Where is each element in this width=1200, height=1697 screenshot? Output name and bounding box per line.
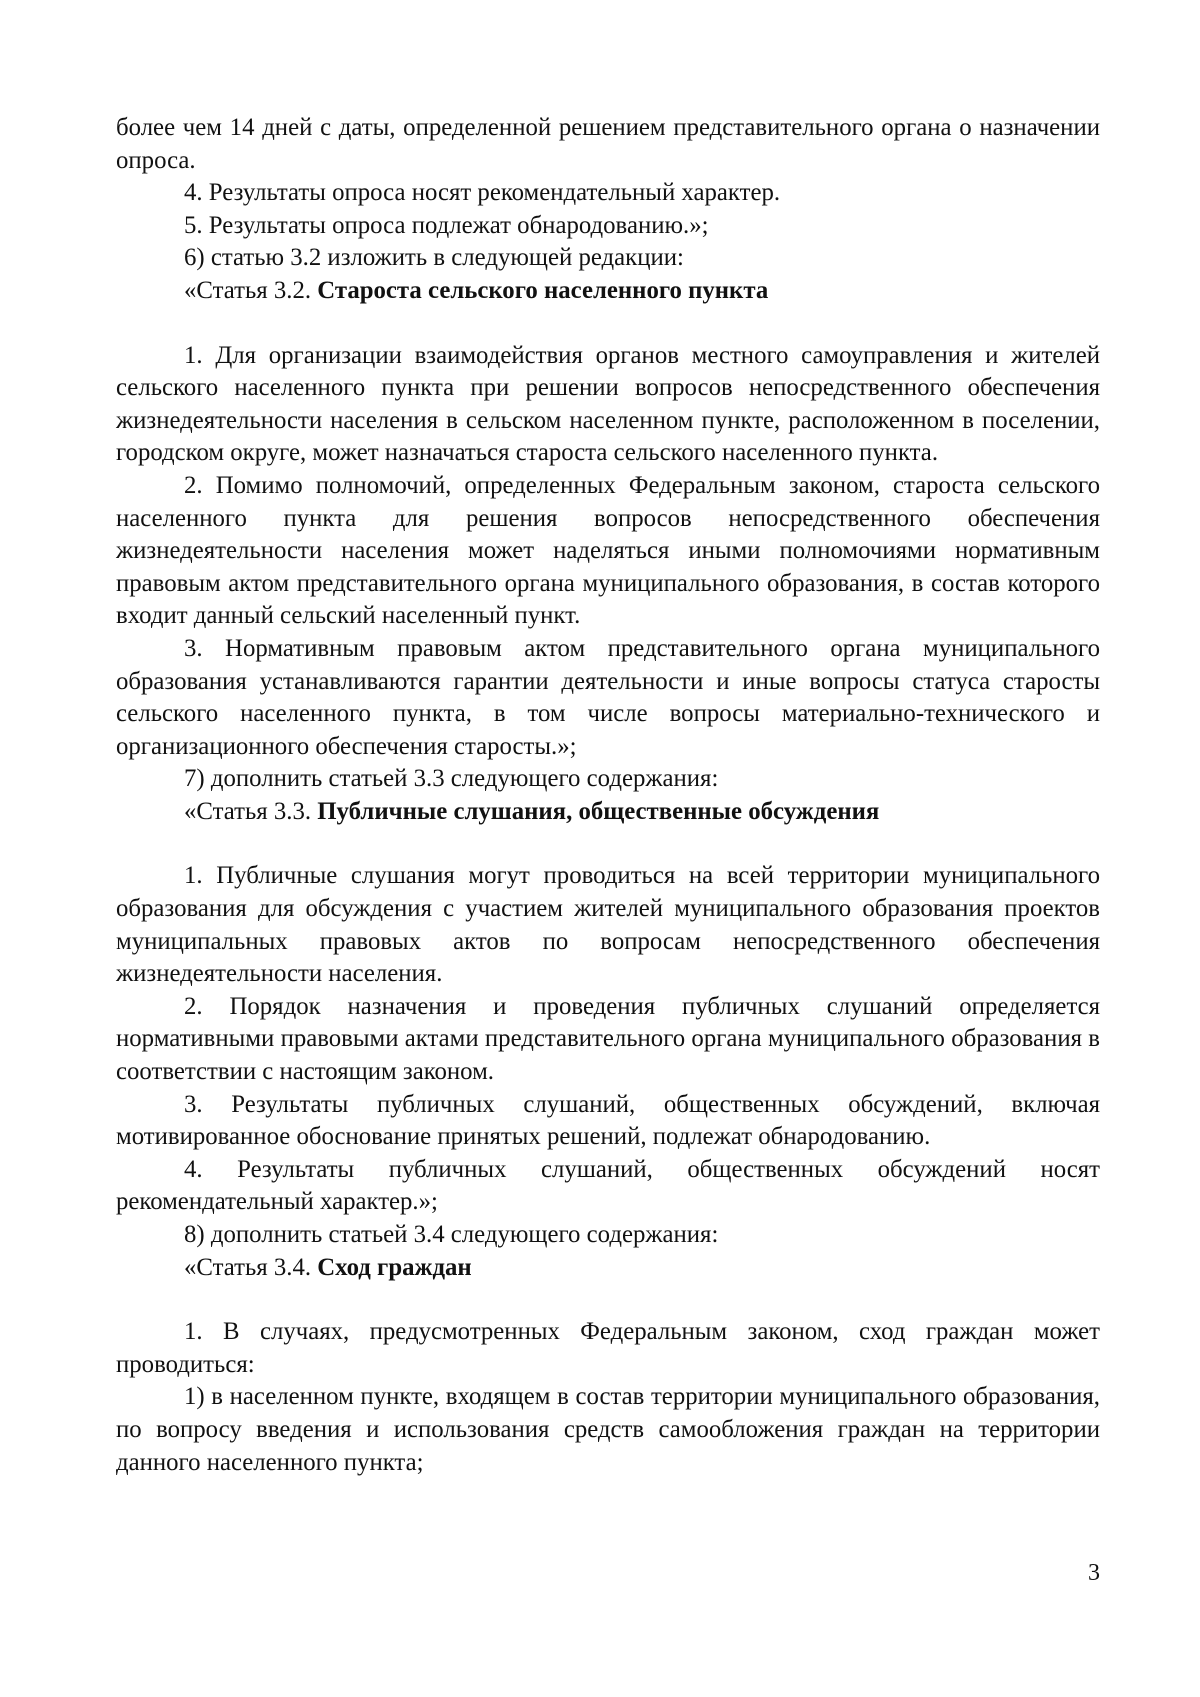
paragraph-3-3-item-2: 2. Порядок назначения и проведения публичных слушаний определяется нормативными правовыми актами представительного органа муниципального образования в соответствии с настоящим законом. — [116, 992, 1100, 1086]
article-title-prefix: «Статья 3.2. — [184, 276, 318, 304]
paragraph-amendment-8: 8) дополнить статьей 3.4 следующего содержания: — [184, 1221, 719, 1248]
article-title-prefix: «Статья 3.3. — [184, 797, 318, 825]
paragraph-amendment-6: 6) статью 3.2 изложить в следующей редакции: — [184, 244, 684, 272]
paragraph-3-3-item-4: 4. Результаты публичных слушаний, общественных обсуждений носят рекомендательный характер.»; — [116, 1155, 1100, 1216]
paragraph-item-4: 4. Результаты опроса носят рекомендательный характер. — [184, 179, 781, 207]
paragraph-3-2-item-3: 3. Нормативным правовым актом представительного органа муниципального образования устанавливаются гарантии деятельности и иные вопросы статуса старосты сельского населенного пункта, в том числе вопросы материально-технического и организационного обеспечения старосты.»; — [116, 634, 1100, 760]
article-title-heading: Сход граждан — [317, 1253, 472, 1281]
spacer — [116, 308, 1100, 340]
paragraph-3-2-item-2: 2. Помимо полномочий, определенных Федеральным законом, староста сельского населенного пункта для решения вопросов непосредственного обеспечения жизнедеятельности населения может наделяться иными полномочиями нормативным правовым актом представительного органа муниципального образования, в состав которого входит данный сельский населенный пункт. — [116, 471, 1100, 630]
paragraph-item-5: 5. Результаты опроса подлежат обнародованию.»; — [184, 211, 709, 239]
document-body — [116, 112, 1100, 1479]
paragraph-3-4-subitem-1: 1) в населенном пункте, входящем в состав территории муниципального образования, по вопросу введения и использования средств самообложения граждан на территории данного населенного пункта; — [116, 1383, 1100, 1476]
paragraph-3-2-item-1: 1. Для организации взаимодействия органов местного самоуправления и жителей сельского населенного пункта при решении вопросов непосредственного обеспечения жизнедеятельности населения в сельском населенном пункте, расположенном в поселении, городском округе, может назначаться староста сельского населенного пункта. — [116, 341, 1100, 467]
paragraph-continuation: более чем 14 дней с даты, определенной решением представительного органа о назначении опроса. — [116, 114, 1100, 174]
spacer — [116, 828, 1100, 860]
paragraph-3-3-item-1: 1. Публичные слушания могут проводиться на всей территории муниципального образования для обсуждения с участием жителей муниципального образования проектов муниципальных правовых актов по вопросам непосредственного обеспечения жизнедеятельности населения. — [116, 862, 1100, 988]
spacer — [116, 1284, 1100, 1316]
paragraph-3-3-item-3: 3. Результаты публичных слушаний, общественных обсуждений, включая мотивированное обоснование принятых решений, подлежат обнародованию. — [116, 1090, 1100, 1151]
page-number: 3 — [1088, 1560, 1100, 1586]
article-title-3-2 — [116, 275, 1100, 308]
article-title-3-4 — [116, 1252, 1100, 1285]
article-title-heading: Публичные слушания, общественные обсуждения — [317, 797, 880, 825]
article-title-3-3 — [116, 796, 1100, 829]
article-title-heading: Староста сельского населенного пункта — [317, 276, 769, 304]
article-title-prefix: «Статья 3.4. — [184, 1253, 318, 1281]
paragraph-amendment-7: 7) дополнить статьей 3.3 следующего содержания: — [184, 765, 719, 793]
paragraph-3-4-item-1: 1. В случаях, предусмотренных Федеральным законом, сход граждан может проводиться: — [116, 1318, 1100, 1378]
